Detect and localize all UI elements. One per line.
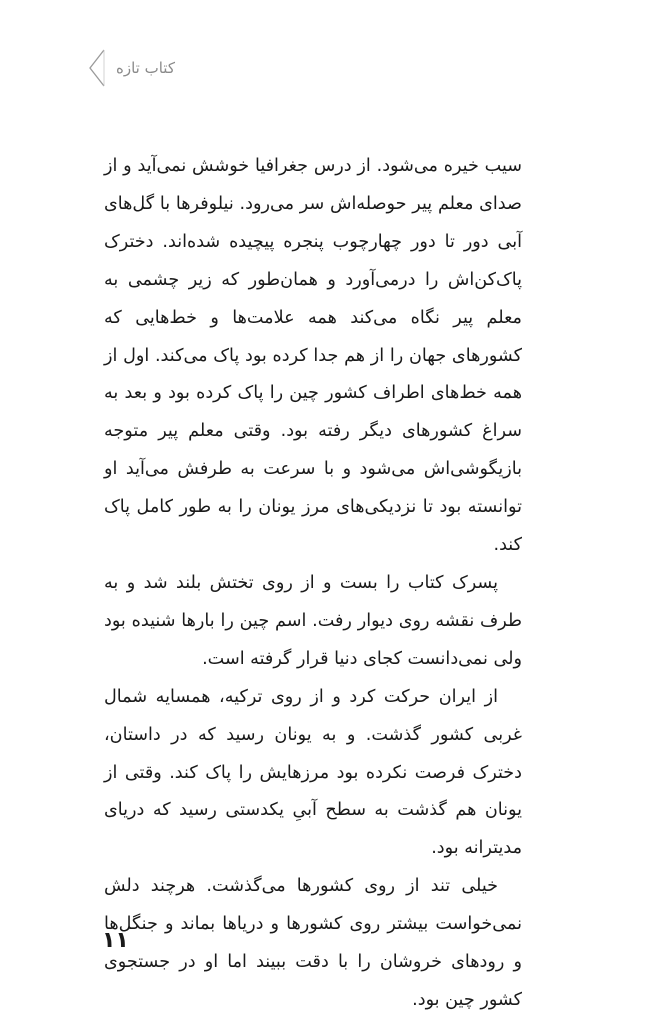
- paragraph-2: پسرک کتاب را بست و از روی تختش بلند شد و به طرف نقشه روی دیوار رفت. اسم چین را بارها شنیده بود ولی نمی‌دانست کجای دنیا قرار گرفته است.: [104, 572, 522, 669]
- running-header: [86, 46, 175, 90]
- paragraph-4: خیلی تند از روی کشورها می‌گذشت. هرچند دلش نمی‌خواست بیشتر روی کشورها و دریاها بماند و جنگل‌ها و رودهای خروشان را با دقت ببیند اما او در جستجوی کشور چین بود.: [104, 876, 522, 1010]
- page-body-text: [104, 148, 522, 1020]
- page-number: ۱۱: [102, 928, 129, 953]
- paragraph-1: سیب خیره می‌شود. از درس جغرافیا خوشش نمی‌آید و از صدای معلم پیر حوصله‌اش سر می‌رود. نیلوفرها با گل‌های آبی دور تا دور چهارچوب پنجره پیچیده شده‌اند. دخترک پاک‌کن‌اش را درمی‌آورد و همان‌طور که زیر چشمی به معلم پیر نگاه می‌کند همه علامت‌ها و خط‌هایی که کشورهای جهان را از هم جدا کرده بود پاک می‌کند. اول از همه خط‌های اطراف کشور چین را پاک کرده بود و بعد به سراغ کشورهای دیگر رفته بود. وقتی معلم پیر متوجه بازیگوشی‌اش می‌شود و با سرعت به طرفش می‌آید او توانسته بود تا نزدیکی‌های مرز یونان را به طور کامل پاک کند.: [104, 156, 522, 556]
- chevron-ornament-icon: [86, 46, 108, 90]
- book-title: کتاب تازه: [116, 59, 175, 77]
- paragraph-3: از ایران حرکت کرد و از روی ترکیه، همسایه شمال غربی کشور گذشت. و به یونان رسید که در داستان، دخترک فرصت نکرده بود مرزهایش را پاک کند. وقتی از یونان هم گذشت به سطح آبیِ یکدستی رسید که دریای مدیترانه بود.: [104, 686, 522, 859]
